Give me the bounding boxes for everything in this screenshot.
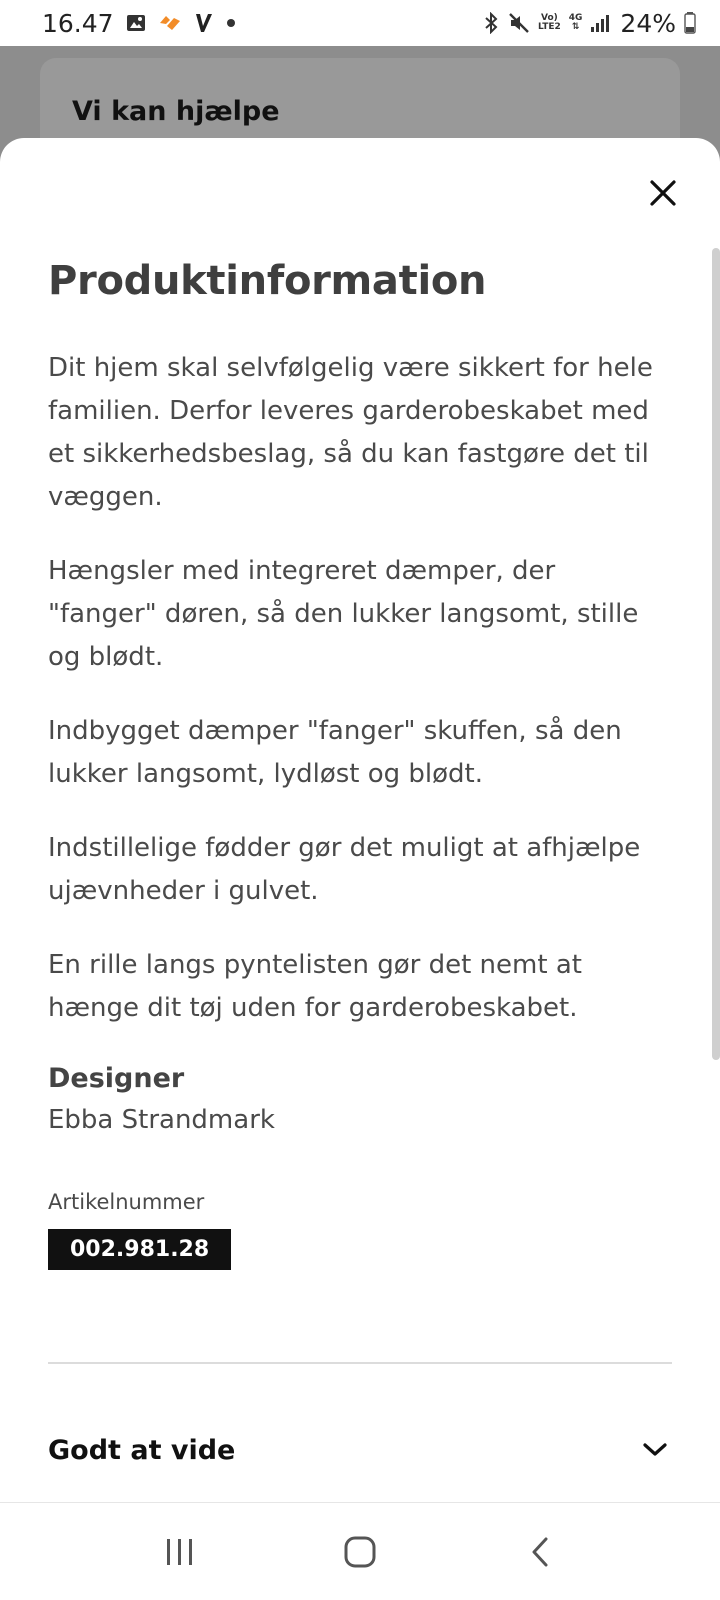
status-bar [0, 0, 720, 46]
info-paragraph-4: Indstillelige fødder gør det muligt at afhjælpe ujævnheder i gulvet. [48, 833, 641, 906]
battery-percent: 24% [620, 8, 676, 38]
status-time: 16.47 [42, 8, 114, 38]
good-to-know-accordion[interactable] [48, 1422, 668, 1478]
back-button[interactable] [500, 1522, 580, 1582]
article-number-badge: 002.981.28 [48, 1229, 231, 1270]
scrollbar[interactable] [712, 248, 720, 1060]
network-label: Vo) LTE2 [537, 13, 561, 32]
data-icon: 4G ⇅ [568, 13, 583, 32]
recent-apps-icon [164, 1536, 196, 1568]
designer-name: Ebba Strandmark [48, 1105, 275, 1135]
designer-label: Designer [48, 1063, 185, 1094]
mute-icon [508, 12, 530, 34]
article-number-label: Artikelnummer [48, 1190, 205, 1214]
bluetooth-icon [482, 12, 500, 34]
product-info-sheet [0, 138, 720, 1600]
page-title: Produktinformation [48, 258, 487, 304]
close-button[interactable] [644, 174, 682, 212]
navigation-bar [0, 1502, 720, 1600]
home-button[interactable] [320, 1522, 400, 1582]
info-paragraph-1: Dit hjem skal selvfølgelig være sikkert for hele familien. Derfor leveres garderobeskabet med et sikkerhedsbeslag, så du kan fastgøre det til væggen. [48, 353, 653, 512]
home-icon [343, 1535, 377, 1569]
dot-icon [226, 18, 236, 28]
divider [48, 1362, 672, 1364]
accordion-label: Godt at vide [48, 1434, 236, 1466]
chevron-down-icon [642, 1442, 668, 1458]
image-icon [126, 13, 146, 33]
info-paragraph-2: Hængsler med integreret dæmper, der "fanger" døren, så den lukker langsomt, stille og blødt. [48, 556, 639, 672]
sheet-content [48, 253, 668, 1270]
back-icon [529, 1536, 551, 1568]
info-paragraph-3: Indbygget dæmper "fanger" skuffen, så den lukker langsomt, lydløst og blødt. [48, 716, 622, 789]
recent-apps-button[interactable] [140, 1522, 220, 1582]
signal-icon [590, 13, 612, 33]
app-icon [158, 13, 182, 33]
battery-icon [684, 12, 696, 34]
close-icon [649, 179, 677, 207]
v-icon [194, 12, 214, 34]
info-paragraph-5: En rille langs pyntelisten gør det nemt at hænge dit tøj uden for garderobeskabet. [48, 950, 582, 1023]
background-card-title: Vi kan hjælpe [72, 96, 280, 127]
